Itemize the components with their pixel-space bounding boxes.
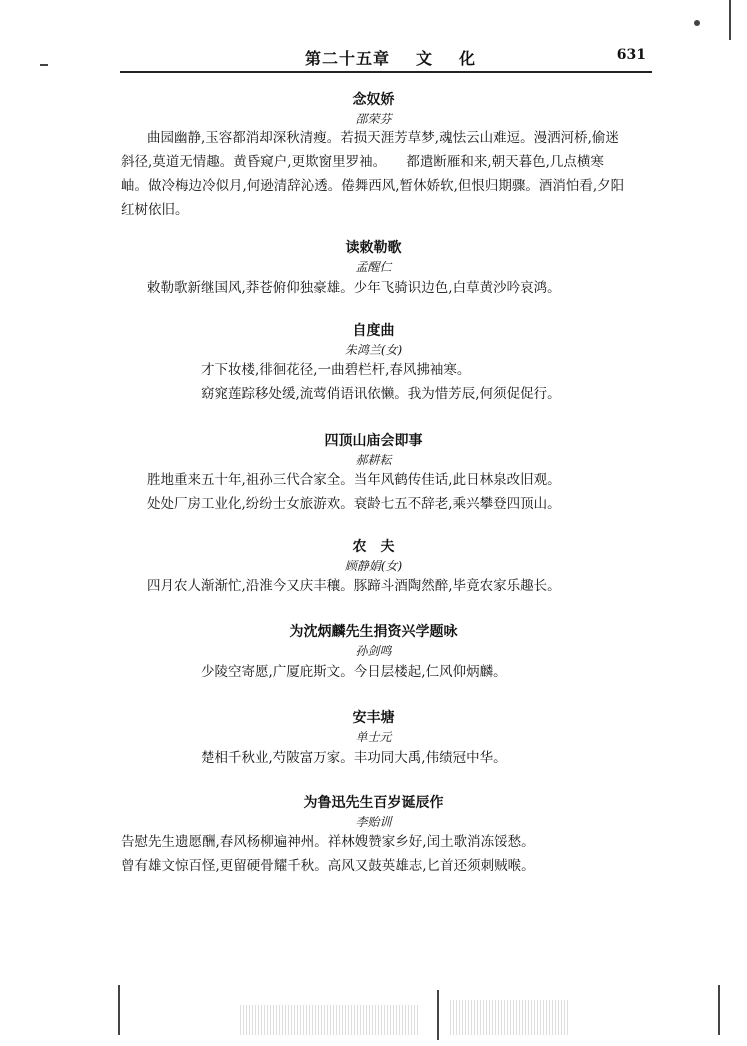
poem-author: 孙剑鸣 (355, 644, 392, 658)
scan-dot (694, 20, 700, 26)
poem-line: 才下妆楼,徘徊花径,一曲碧栏杆,春风拂袖寒。 (201, 362, 471, 378)
poem-line: 告慰先生遗愿酬,春风杨柳遍神州。祥林嫂赞家乡好,闰土歌消冻馁愁。 (121, 834, 535, 850)
poem-title: 农 夫 (352, 539, 395, 555)
chapter-word-1: 文 (416, 49, 434, 68)
poem-title: 为沈炳麟先生捐资兴学题咏 (289, 624, 458, 640)
page-header (120, 44, 652, 72)
poem-line: 斜径,莫道无情趣。黄昏窥户,更欺窗里罗袖。 都遣断雁和来,朝天暮色,几点横寒 (121, 154, 604, 170)
poem-line: 曲园幽静,玉容都消却深秋清瘦。若损天涯芳草梦,魂怯云山难逗。漫洒河桥,偷迷 (147, 130, 619, 146)
poem-line: 窈窕莲踪移处缓,流莺俏语讯依懒。我为惜芳辰,何须促促行。 (201, 386, 561, 402)
poem-title: 四顶山庙会即事 (324, 433, 423, 449)
poem-line: 处处厂房工业化,纷纷士女旅游欢。衰龄七五不辞老,乘兴攀登四顶山。 (147, 496, 561, 512)
poem-title: 自度曲 (352, 323, 395, 339)
poem-author: 孟醒仁 (355, 260, 392, 274)
poem-author: 李贻训 (355, 815, 392, 829)
chapter-heading (305, 46, 476, 69)
chapter-word-2: 化 (459, 49, 477, 68)
poem-line: 岫。做冷梅边冷似月,何逊清辞沁透。倦舞西风,暂休娇软,但恨归期骤。酒消怕看,夕阳 (121, 178, 625, 194)
poem-author: 郝耕耘 (355, 453, 392, 467)
header-rule (120, 71, 652, 73)
poem-line: 四月农人渐渐忙,沿淮今又庆丰穰。豚蹄斗酒陶然醉,毕竟农家乐趣长。 (147, 578, 561, 594)
scan-edge-mark (718, 985, 720, 1035)
poem-title: 念奴娇 (352, 92, 395, 108)
poem-author: 朱鸿兰(女) (344, 343, 403, 357)
scan-mark (40, 64, 48, 66)
poem-title: 为鲁迅先生百岁诞辰作 (303, 795, 444, 811)
scan-noise (450, 1000, 570, 1035)
poem-line: 楚相千秋业,芍陂富万家。丰功同大禹,伟绩冠中华。 (201, 750, 507, 766)
poem-line: 敕勒歌新继国风,莽苍俯仰独豪雄。少年飞骑识边色,白草黄沙吟哀鸿。 (147, 280, 561, 296)
scan-edge-mark (437, 990, 439, 1040)
scan-noise (240, 1005, 420, 1035)
poem-line: 红树依旧。 (121, 202, 189, 218)
poem-author: 邵荣芬 (355, 112, 392, 126)
chapter-label: 第二十五章 (305, 49, 391, 68)
poem-line: 少陵空寄愿,广厦庇斯文。今日层楼起,仁风仰炳麟。 (201, 664, 507, 680)
poem-title: 读敕勒歌 (345, 240, 402, 256)
scan-edge-mark (729, 0, 731, 40)
poem-line: 胜地重来五十年,祖孙三代合家全。当年风鹤传佳话,此日林泉改旧观。 (147, 472, 561, 488)
page-number: 631 (616, 47, 646, 63)
poem-author: 单士元 (355, 730, 392, 744)
scan-edge-mark (118, 985, 120, 1035)
poem-title: 安丰塘 (352, 710, 395, 726)
poem-author: 顾静娟(女) (344, 559, 403, 573)
poem-line: 曾有雄文惊百怪,更留硬骨耀千秋。高风又鼓英雄志,匕首还须刺贼喉。 (121, 858, 535, 874)
